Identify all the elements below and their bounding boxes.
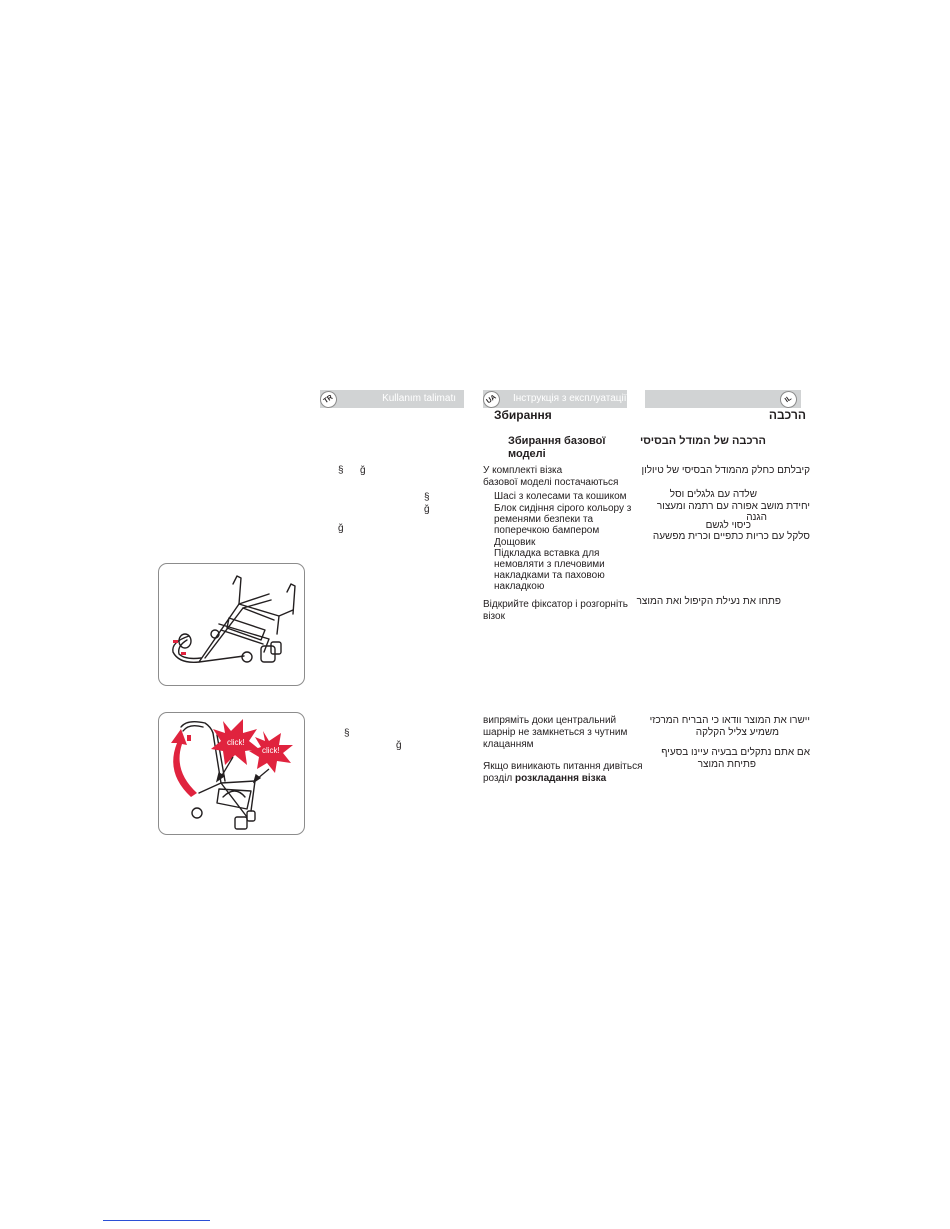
- ua-header-bar: [483, 390, 627, 408]
- tr-glyph: ğ: [360, 465, 366, 476]
- ua-straighten-line: випрямiть доки центральний: [483, 715, 617, 726]
- tr-glyph: §: [338, 465, 344, 476]
- ua-section-title: Збирання: [494, 408, 552, 422]
- tr-glyph: §: [424, 492, 430, 503]
- tr-glyph: ğ: [338, 523, 344, 534]
- tr-header-bar: [320, 390, 464, 408]
- unfolding-stroller-illustration: [159, 713, 304, 834]
- click-label-2: click!: [262, 746, 280, 755]
- ua-list-item: накладками та паховою: [494, 570, 605, 581]
- folded-stroller-illustration: [159, 564, 304, 685]
- il-problems-line1: אם אתם נתקלים בבעיה עיינו בסעיף: [661, 747, 810, 758]
- ua-unfold-line1: Відкрийте фіксатор і розгорніть: [483, 599, 628, 610]
- ua-header-label: Інструкція з експлуатації: [513, 393, 627, 404]
- ua-subtitle-line2: моделі: [508, 448, 546, 460]
- il-straighten-line1: יישרו את המוצר וודאו כי הבריח המרכזי: [649, 715, 810, 726]
- tr-glyph: ğ: [396, 740, 402, 751]
- il-list-item: כיסוי לגשם: [705, 520, 751, 531]
- figure-folded-stroller: [158, 563, 305, 686]
- ua-list-item: Блок сидіння сірого кольору з: [494, 503, 632, 514]
- rotate-arrow-icon: [171, 729, 197, 797]
- il-straighten-line2: משמיע צליל הקלקה: [695, 727, 779, 738]
- ua-straighten-line: клацанням: [483, 739, 534, 750]
- ua-intro-line2: базової моделі постачаються: [483, 477, 619, 488]
- ua-list-item: поперечкою бампером: [494, 525, 600, 536]
- il-subtitle: הרכבה של המודל הבסיסי: [639, 435, 766, 447]
- il-list-item: שלדה עם גלגלים וסל: [669, 489, 757, 500]
- ua-list-item: Шасі з колесами та кошиком: [494, 491, 627, 502]
- ua-language-badge: UA: [480, 388, 504, 412]
- ua-problems-line1: Якщо виникають питання дивіться: [483, 761, 643, 772]
- ua-list-item: Дощовик: [494, 537, 536, 548]
- il-list-item: סלקל עם כריות כתפיים וכרית מפשעה: [652, 531, 810, 542]
- ua-straighten-line: шарнір не замкнеться з чутним: [483, 727, 628, 738]
- il-unfold: פתחו את נעילת הקיפול ואת המוצר: [636, 596, 781, 607]
- ua-problems-link-text: розкладання візка: [515, 773, 607, 784]
- tr-glyph: §: [344, 728, 350, 739]
- ua-subtitle-line1: Збирання базової: [508, 435, 606, 447]
- il-problems-line2: פתיחת המוצר: [697, 759, 756, 770]
- ua-problems-line2: [483, 772, 606, 785]
- ua-list-item: накладкою: [494, 581, 545, 592]
- tr-glyph: ğ: [424, 504, 430, 515]
- il-list-item: הגנה: [746, 512, 767, 523]
- ua-unfold-line2: візок: [483, 611, 505, 622]
- il-language-badge: IL: [777, 388, 801, 412]
- tr-header-label: Kullanım talimatı: [382, 393, 456, 404]
- click-label-1: click!: [227, 738, 245, 747]
- ua-intro-line1: У комплекті візка: [483, 465, 563, 476]
- tr-language-badge: TR: [317, 388, 341, 412]
- il-section-title: הרכבה: [768, 408, 806, 422]
- ua-list-item: немовляти з плечовими: [494, 559, 605, 570]
- ua-list-item: ременями безпеки та: [494, 514, 594, 525]
- ua-problems-prefix: розділ: [483, 773, 516, 784]
- ua-list-item: Підкладка вставка для: [494, 548, 600, 559]
- figure-unfolding-stroller: [158, 712, 305, 835]
- il-intro: קיבלתם כחלק מהמודל הבסיסי של טיולון: [641, 465, 810, 476]
- bottom-rule: [103, 1220, 210, 1221]
- il-header-bar: [645, 390, 801, 408]
- il-list-item: יחידת מושב אפורה עם רתמה ומעצור: [656, 501, 810, 512]
